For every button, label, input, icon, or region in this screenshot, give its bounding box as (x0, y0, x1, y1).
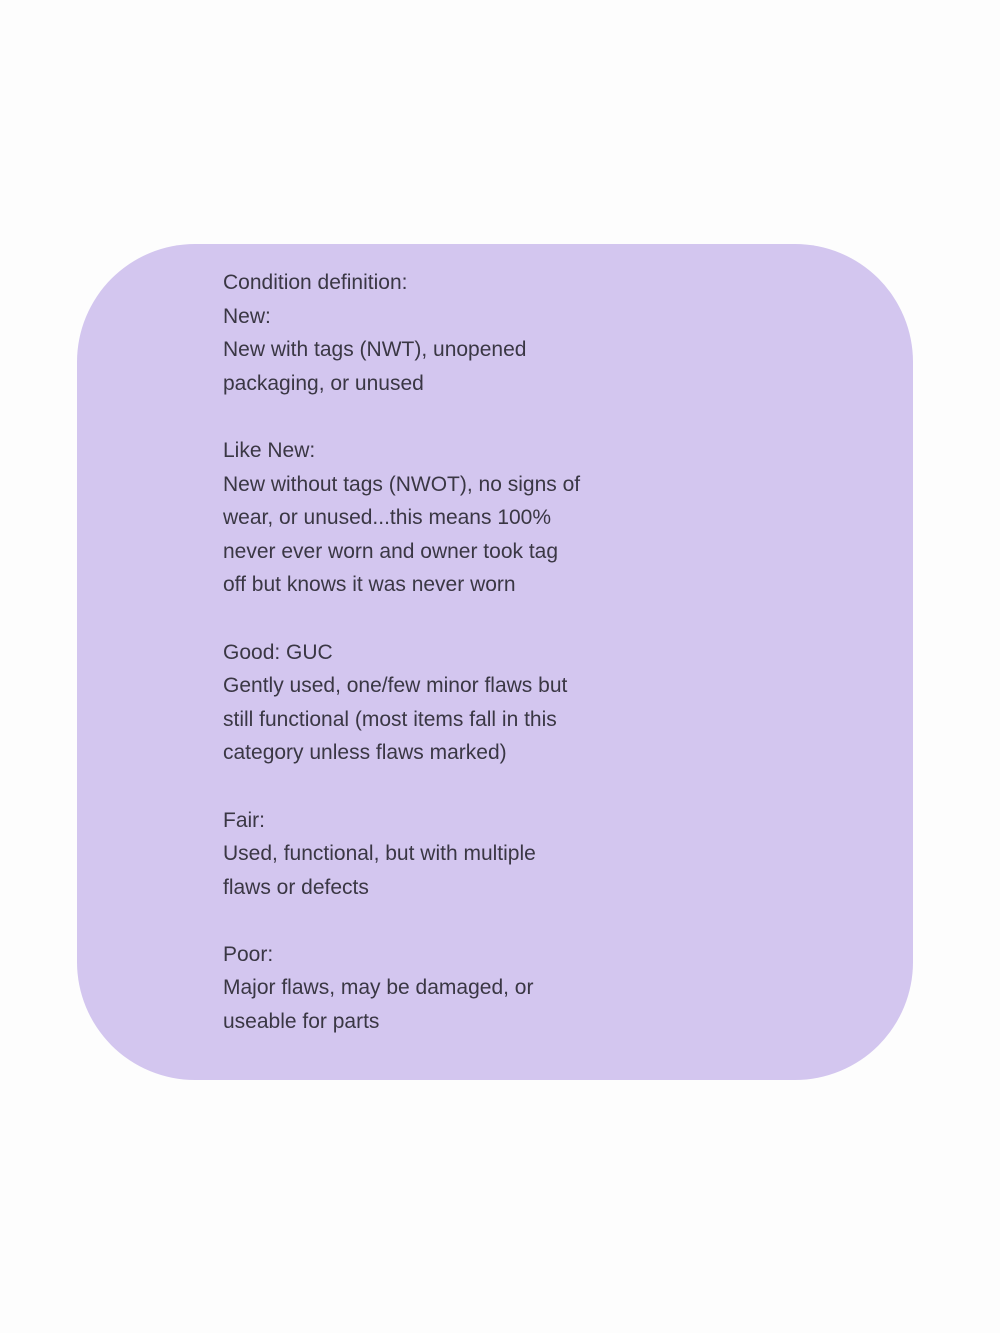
section-like-new (223, 434, 663, 602)
section-new (223, 300, 663, 401)
section-text-line: New without tags (NWOT), no signs of (223, 472, 581, 496)
spacer (223, 602, 663, 636)
heading: Condition definition: (223, 271, 408, 294)
section-poor (223, 938, 663, 1039)
section-text-line: still functional (most items fall in this (223, 707, 557, 731)
section-text-line: category unless flaws marked) (223, 741, 507, 765)
section-text-line: wear, or unused...this means 100% (223, 506, 552, 530)
section-text-line: Used, functional, but with multiple (223, 842, 536, 866)
condition-definitions (223, 266, 663, 1039)
section-text-line: off but knows it was never worn (223, 573, 516, 597)
section-label: Poor: (223, 942, 274, 966)
section-text-line: New with tags (NWT), unopened (223, 338, 527, 362)
section-text-line: packaging, or unused (223, 371, 424, 395)
section-label: Good: GUC (223, 640, 333, 664)
section-text-line: Major flaws, may be damaged, or (223, 976, 534, 1000)
section-good (223, 636, 663, 770)
section-text-line: useable for parts (223, 1010, 380, 1034)
section-fair (223, 804, 663, 905)
spacer (223, 904, 663, 938)
section-label: Like New: (223, 438, 316, 462)
spacer (223, 770, 663, 804)
section-label: Fair: (223, 808, 265, 832)
section-text-line: never ever worn and owner took tag (223, 539, 559, 563)
spacer (223, 400, 663, 434)
section-label: New: (223, 304, 271, 328)
section-text-line: Gently used, one/few minor flaws but (223, 674, 568, 698)
section-text-line: flaws or defects (223, 875, 369, 899)
